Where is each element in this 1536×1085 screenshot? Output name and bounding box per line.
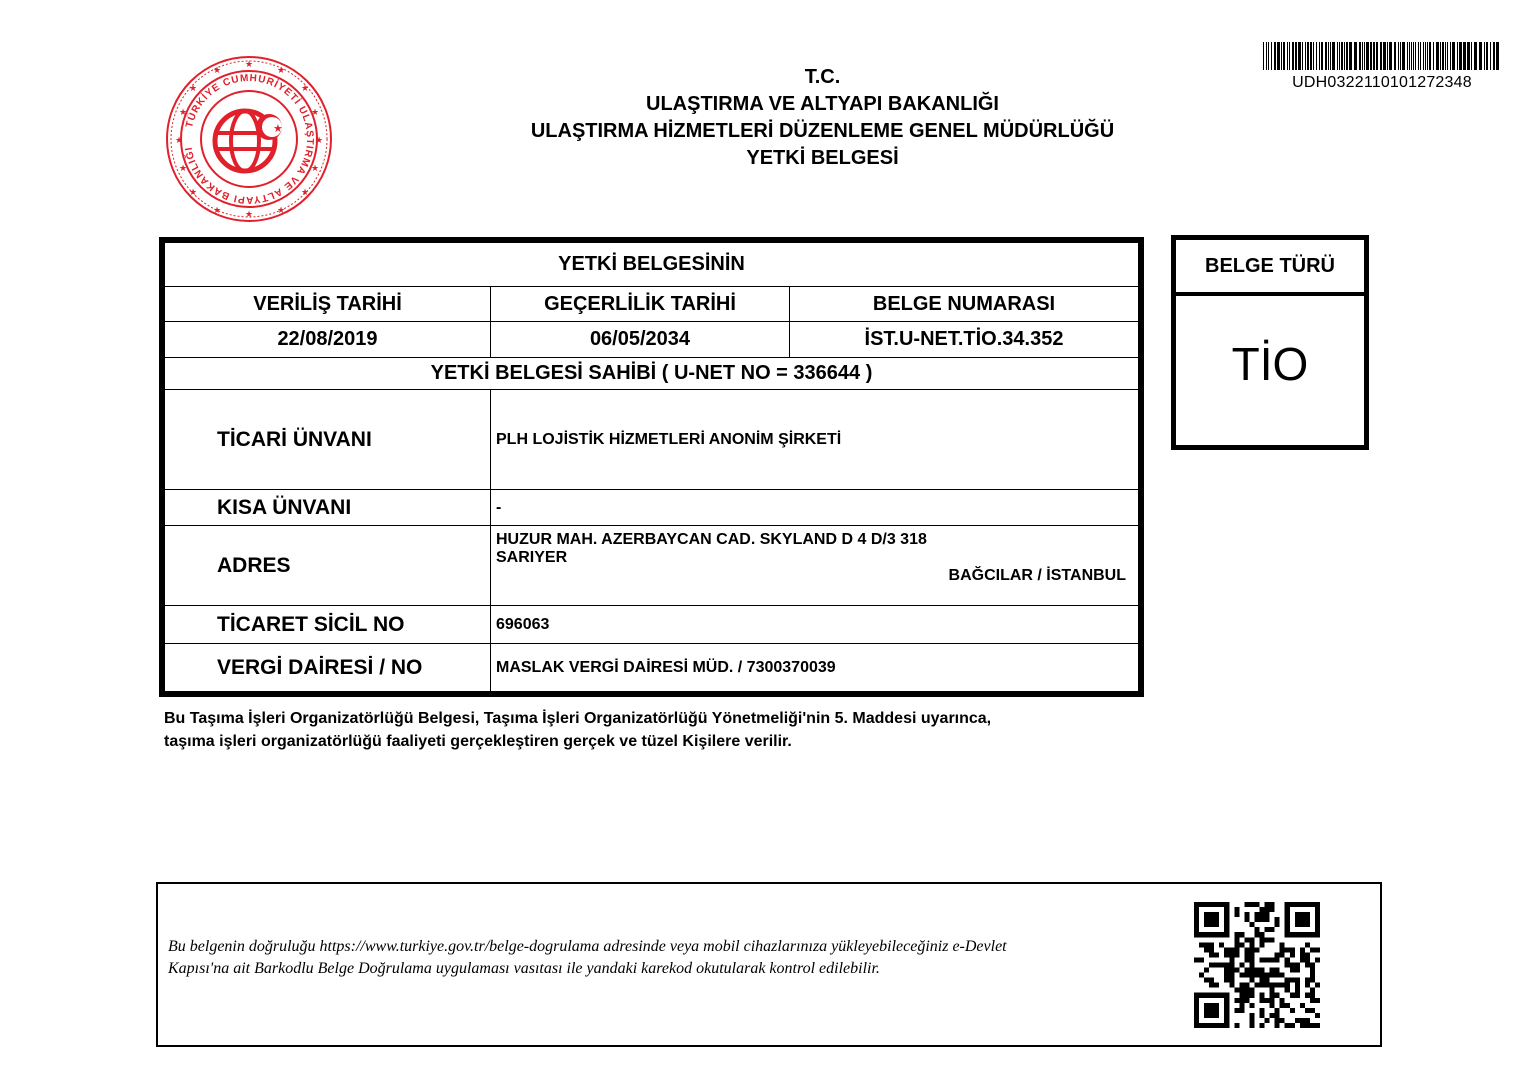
table-row (165, 526, 1139, 606)
svg-text:★: ★ (245, 59, 254, 69)
svg-text:★: ★ (273, 123, 283, 135)
verification-text (168, 936, 1158, 980)
address-value (491, 526, 1139, 606)
barcode-image (1263, 42, 1501, 70)
svg-text:★: ★ (277, 65, 286, 75)
svg-text:★: ★ (179, 107, 188, 117)
validity-date-value: 06/05/2034 (491, 322, 790, 358)
trade-name-label: TİCARİ ÜNVANI (165, 390, 491, 490)
svg-text:★: ★ (245, 209, 254, 219)
holder-title: YETKİ BELGESİ SAHİBİ ( U-NET NO = 336644 ) (165, 358, 1139, 390)
table-row (165, 490, 1139, 526)
registry-no-label: TİCARET SİCİL NO (165, 606, 491, 644)
table-row (165, 606, 1139, 644)
legal-note-line-1: Bu Taşıma İşleri Organizatörlüğü Belgesi, Taşıma İşleri Organizatörlüğü Yönetmeliği'nin 5. Maddesi uyarınca, (164, 710, 992, 727)
short-name-value: - (491, 490, 1139, 526)
svg-text:★: ★ (189, 83, 198, 93)
barcode-number: UDH0322110101272348 (1292, 74, 1472, 91)
svg-text:★: ★ (315, 135, 324, 145)
validity-date-header: GEÇERLİLİK TARİHİ (491, 287, 790, 322)
address-line-2: SARIYER (496, 549, 568, 566)
address-line-1: HUZUR MAH. AZERBAYCAN CAD. SKYLAND D 4 D/3 318 (496, 531, 927, 548)
issue-date-value: 22/08/2019 (165, 322, 491, 358)
svg-text:★: ★ (179, 163, 188, 173)
address-label: ADRES (165, 526, 491, 606)
document-type-title: BELGE TÜRÜ (1176, 240, 1364, 296)
svg-text:★: ★ (311, 163, 320, 173)
document-header (380, 64, 1265, 172)
document-number-header: BELGE NUMARASI (790, 287, 1139, 322)
header-directorate: ULAŞTIRMA HİZMETLERİ DÜZENLEME GENEL MÜDÜRLÜĞÜ (530, 120, 1115, 142)
table-row (165, 644, 1139, 692)
svg-text:★: ★ (213, 205, 222, 215)
short-name-label: KISA ÜNVANI (165, 490, 491, 526)
verification-box (156, 882, 1382, 1047)
ministry-seal-logo (165, 55, 333, 223)
svg-text:★: ★ (277, 205, 286, 215)
verification-line-1: Bu belgenin doğruluğu https://www.turkiye.gov.tr/belge-dogrulama adresinde veya mobil cihazlarınıza yükleyebileceğiniz e-Devlet (168, 938, 1007, 955)
registry-no-value: 696063 (491, 606, 1139, 644)
header-tc: T.C. (804, 66, 841, 88)
document-type-value: TİO (1231, 338, 1309, 390)
svg-text:★: ★ (301, 83, 310, 93)
trade-name-value: PLH LOJİSTİK HİZMETLERİ ANONİM ŞİRKETİ (491, 390, 1139, 490)
document-number-value: İST.U-NET.TİO.34.352 (790, 322, 1139, 358)
svg-text:★: ★ (175, 135, 184, 145)
svg-text:★: ★ (311, 107, 320, 117)
address-line-3: BAĞCILAR / İSTANBUL (948, 567, 1126, 584)
svg-text:★: ★ (189, 187, 198, 197)
table-title: YETKİ BELGESİNİN (165, 243, 1139, 287)
document-type-box (1171, 235, 1369, 450)
certificate-table (159, 237, 1144, 697)
svg-text:TÜRKİYE CUMHURİYETİ ULAŞTIRMA: TÜRKİYE CUMHURİYETİ ULAŞTIRMA VE ALTYAPI BAKANLIĞI (183, 72, 316, 206)
verification-line-2: Kapısı'na ait Barkodlu Belge Doğrulama uygulaması vasıtası ile yandaki karekod okutularak kontrol edilebilir. (168, 960, 880, 977)
svg-text:★: ★ (213, 65, 222, 75)
legal-note (164, 707, 1144, 753)
qr-code-image (1194, 902, 1320, 1028)
issue-date-header: VERİLİŞ TARİHİ (165, 287, 491, 322)
tax-office-label: VERGİ DAİRESİ / NO (165, 644, 491, 692)
legal-note-line-2: taşıma işleri organizatörlüğü faaliyeti gerçekleştiren gerçek ve tüzel Kişilere verilir. (164, 733, 792, 750)
table-row (165, 390, 1139, 490)
svg-text:★: ★ (301, 187, 310, 197)
header-ministry: ULAŞTIRMA VE ALTYAPI BAKANLIĞI (646, 93, 999, 115)
header-doc-title: YETKİ BELGESİ (746, 147, 899, 169)
tax-office-value: MASLAK VERGİ DAİRESİ MÜD. / 7300370039 (491, 644, 1139, 692)
